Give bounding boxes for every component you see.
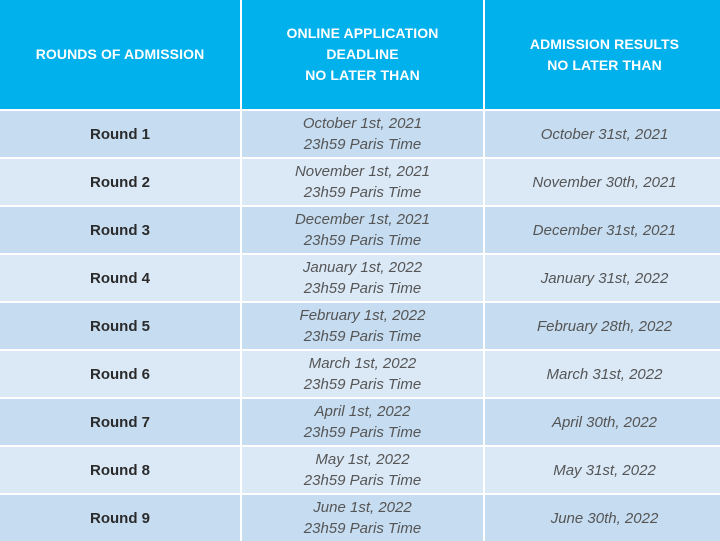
header-results-line-2: NO LATER THAN: [547, 56, 662, 73]
deadline-date: February 1st, 2022: [299, 307, 426, 324]
round-cell: [0, 447, 240, 493]
result-cell: [485, 111, 720, 157]
deadline-cell: [242, 399, 483, 445]
deadline-date: March 1st, 2022: [308, 355, 417, 372]
header-deadline-line-2: DEADLINE: [326, 46, 399, 62]
round-label: Round 9: [90, 509, 150, 527]
deadline-cell: [242, 159, 483, 205]
result-cell: [485, 159, 720, 205]
deadline-time: 23h59 Paris Time: [303, 472, 422, 489]
header-rounds: [0, 0, 240, 109]
deadline-cell: [242, 111, 483, 157]
result-date: February 28th, 2022: [536, 317, 673, 335]
deadline-date: November 1st, 2021: [294, 163, 431, 180]
result-cell: [485, 399, 720, 445]
header-results: [485, 0, 720, 109]
deadline-time: 23h59 Paris Time: [303, 136, 422, 153]
result-cell: [485, 495, 720, 541]
round-cell: [0, 159, 240, 205]
round-label: Round 2: [90, 173, 150, 191]
result-date: March 31st, 2022: [546, 365, 663, 383]
deadline-cell: [242, 255, 483, 301]
round-label: Round 7: [90, 413, 150, 431]
result-date: December 31st, 2021: [532, 221, 677, 239]
result-date: January 31st, 2022: [540, 269, 669, 287]
result-date: June 30th, 2022: [550, 509, 659, 527]
round-label: Round 6: [90, 365, 150, 383]
deadline-time: 23h59 Paris Time: [303, 280, 422, 297]
round-cell: [0, 207, 240, 253]
round-label: Round 8: [90, 461, 150, 479]
result-date: October 31st, 2021: [540, 125, 669, 143]
round-cell: [0, 495, 240, 541]
result-date: November 30th, 2021: [532, 173, 677, 191]
deadline-date: April 1st, 2022: [314, 403, 411, 420]
round-label: Round 3: [90, 221, 150, 239]
deadline-time: 23h59 Paris Time: [303, 424, 422, 441]
result-cell: [485, 303, 720, 349]
deadline-cell: [242, 495, 483, 541]
round-cell: [0, 111, 240, 157]
deadline-date: December 1st, 2021: [294, 211, 431, 228]
deadline-date: October 1st, 2021: [302, 115, 423, 132]
header-deadline-line-1: ONLINE APPLICATION: [286, 25, 439, 41]
deadline-cell: [242, 207, 483, 253]
deadline-date: May 1st, 2022: [315, 451, 410, 468]
header-rounds-line: ROUNDS OF ADMISSION: [35, 46, 205, 62]
result-date: May 31st, 2022: [553, 461, 656, 479]
deadline-date: June 1st, 2022: [313, 499, 412, 516]
header-deadline-line-3: NO LATER THAN: [305, 67, 420, 83]
deadline-time: 23h59 Paris Time: [303, 184, 422, 201]
deadline-time: 23h59 Paris Time: [303, 376, 422, 393]
result-cell: [485, 351, 720, 397]
deadline-date: January 1st, 2022: [302, 259, 423, 276]
header-results-line-1: ADMISSION RESULTS: [529, 35, 680, 52]
round-label: Round 5: [90, 317, 150, 335]
result-cell: [485, 255, 720, 301]
round-label: Round 4: [90, 269, 150, 287]
header-deadline: [242, 0, 483, 109]
round-cell: [0, 351, 240, 397]
round-cell: [0, 303, 240, 349]
deadline-time: 23h59 Paris Time: [303, 328, 422, 345]
round-label: Round 1: [90, 125, 150, 143]
deadline-time: 23h59 Paris Time: [303, 232, 422, 249]
deadline-time: 23h59 Paris Time: [303, 520, 422, 537]
result-cell: [485, 447, 720, 493]
round-cell: [0, 255, 240, 301]
deadline-cell: [242, 447, 483, 493]
deadline-cell: [242, 303, 483, 349]
result-date: April 30th, 2022: [551, 413, 658, 431]
round-cell: [0, 399, 240, 445]
result-cell: [485, 207, 720, 253]
deadline-cell: [242, 351, 483, 397]
